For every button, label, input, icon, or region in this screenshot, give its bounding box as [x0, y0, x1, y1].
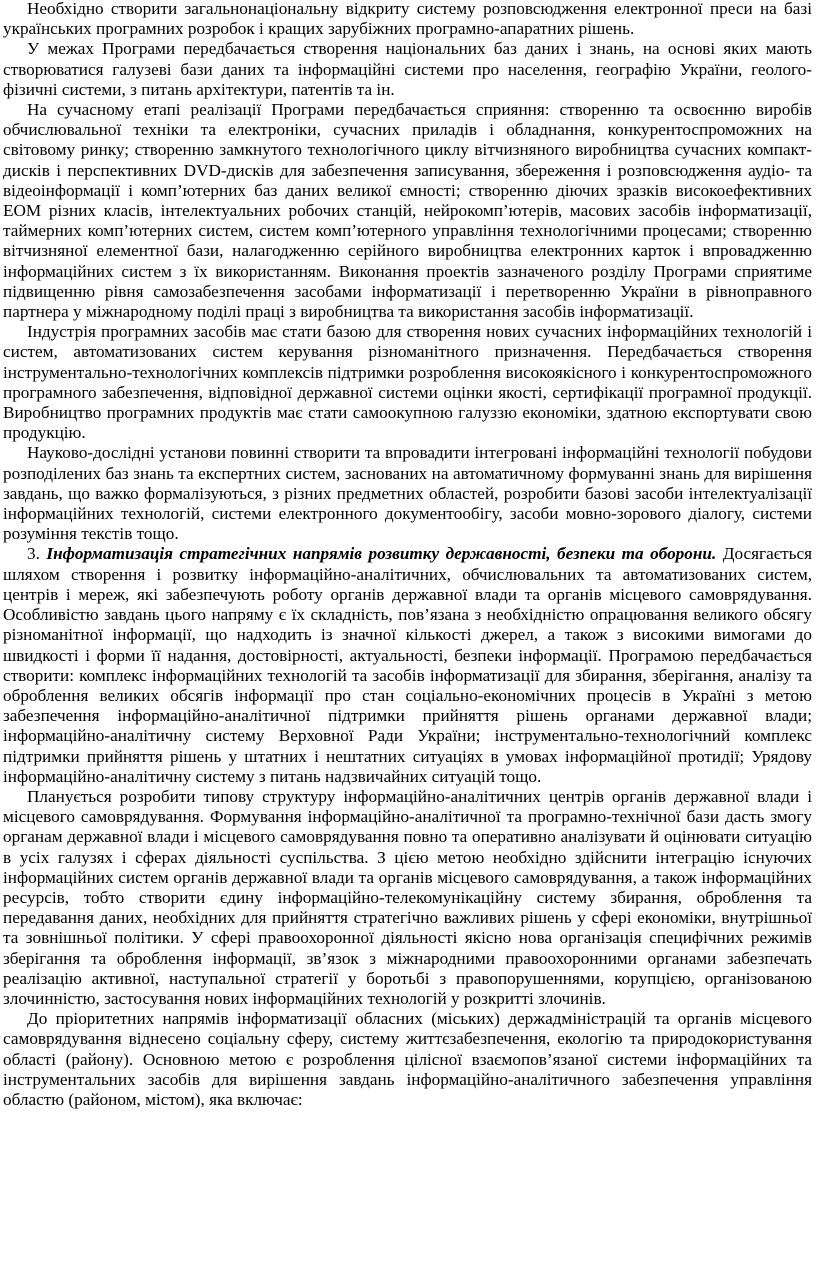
paragraph-electronic-press: Необхідно створити загальнонаціональну відкриту систему розповсюдження електронної преси на базі українських програмних розробок і кращих зарубіжних програмно-апаратних рішень.	[3, 0, 812, 39]
paragraph-regional-priorities: До пріоритетних напрямів інформатизації обласних (міських) держадміністрацій та органів місцевого самоврядування віднесено соціальну сферу, систему життєзабезпечення, екологію та природокористування області (району). Основною метою є розроблення цілісної взаємопов’язаної системи інформаційних та інструментальних засобів для вирішення завдань інформаційно-аналітичного забезпечення управління областю (районом, містом), яка включає:	[3, 1009, 812, 1109]
section-3-text: Досягається шляхом створення і розвитку інформаційно-аналітичних, обчислювальних та автоматизованих систем, центрів і мереж, які забезпечують роботу органів державної влади та органів місцевого самоврядування. Особливістю завдань цього напряму є їх складність, пов’язана з необхідністю опрацювання великого обсягу різноманітної інформації, що надходить із значної кількості джерел, а також з високими вимогами до швидкості і форми її надання, достовірності, актуальності, безпеки інформації. Програмою передбачається створити: комплекс інформаційних технологій та засобів інформатизації для збирання, зберігання, аналізу та оброблення великих обсягів інформації про стан соціально-економічних процесів в Україні з метою забезпечення інформаційно-аналітичної підтримки прийняття рішень органами державної влади; інформаційно-аналітичну систему Верховної Ради України; інструментально-технологічний комплекс підтримки прийняття рішень у штатних і нештатних ситуаціях в умовах інформаційної протидії; Урядову інформаційно-аналітичну систему з питань надзвичайних ситуацій тощо.	[3, 544, 812, 786]
paragraph-current-stage: На сучасному етапі реалізації Програми передбачається сприяння: створенню та освоєнню виробів обчислювальної техніки та електроніки, сучасних приладів і обладнання, конкурентоспроможних на світовому ринку; створенню замкнутого технологічного циклу вітчизняного виробництва сучасних компакт-дисків і перспективних DVD-дисків для забезпечення записування, збереження і розповсюдження аудіо- та відеоінформації і комп’ютерних баз даних великої ємності; створенню діючих зразків високоефективних ЕОМ різних класів, інтелектуальних робочих станцій, нейрокомп’ютерів, масових засобів інформатизації, таймерних комп’ютерних систем, систем комп’ютерного управління технологічними процесами; створенню вітчизняної елементної бази, налагодженню серійного виробництва електронних карток і впровадженню інформаційних систем з їх використанням. Виконання проектів зазначеного розділу Програми сприятиме підвищенню рівня самозабезпечення засобами інформатизації і перетворенню України в рівноправного партнера у міжнародному поділі праці з виробництва та використання засобів інформатизації.	[3, 100, 812, 322]
paragraph-analytical-centers: Планується розробити типову структуру інформаційно-аналітичних центрів органів державної влади і місцевого самоврядування. Формування інформаційно-аналітичної та програмно-технічної бази дасть змогу органам державної влади і місцевого самоврядування повно та оперативно аналізувати й оцінювати ситуацію в усіх галузях і сферах діяльності суспільства. З цією метою необхідно здійснити інтеграцію існуючих інформаційних систем органів державної влади та органів місцевого самоврядування, а також інформаційних ресурсів, тобто створити єдину інформаційно-телекомунікаційну систему збирання, оброблення та передавання даних, необхідних для прийняття стратегічно важливих рішень у сфері економіки, внутрішньої та зовнішньої політики. У сфері правоохоронної діяльності якісно нова організація специфічних режимів зберігання та оброблення інформації, зв’язок з міжнародними правоохоронними органами забезпечать реалізацію активної, наступальної стратегії у боротьбі з правопорушеннями, корупцією, організованою злочинністю, застосування нових інформаційних технологій у розкритті злочинів.	[3, 786, 812, 1008]
section-3-number: 3.	[27, 544, 40, 564]
paragraph-software-industry: Індустрія програмних засобів має стати базою для створення нових сучасних інформаційних технологій і систем, автоматизованих систем керування різноманітного призначення. Передбачається створення інструментально-технологічних комплексів підтримки розроблення високоякісного і конкурентоспроможного програмного забезпечення, відповідної державної системи оцінки якості, сертифікації програмної продукції. Виробництво програмних продуктів має стати самоокупною галуззю економіки, здатною експортувати свою продукцію.	[3, 322, 812, 443]
paragraph-research-institutions: Науково-дослідні установи повинні створити та впровадити інтегровані інформаційні технології побудови розподілених баз знань та експертних систем, заснованих на автоматичному формуванні знань для вирішення завдань, що важко формалізуються, з різних предметних областей, розробити базові засоби інтелектуалізації інформаційних технологій, системи електронного документообігу, засоби мовно-зорового діалогу, системи розуміння текстів тощо.	[3, 443, 812, 544]
section-3-heading: Інформатизація стратегічних напрямів розвитку державності, безпеки та оборони.	[46, 544, 717, 564]
section-3-paragraph	[3, 544, 812, 786]
paragraph-national-databases: У межах Програми передбачається створення національних баз даних і знань, на основі яких мають створюватися галузеві бази даних та інформаційні системи про населення, географію України, геолого-фізичні системи, з питань архітектури, патентів та ін.	[3, 39, 812, 99]
